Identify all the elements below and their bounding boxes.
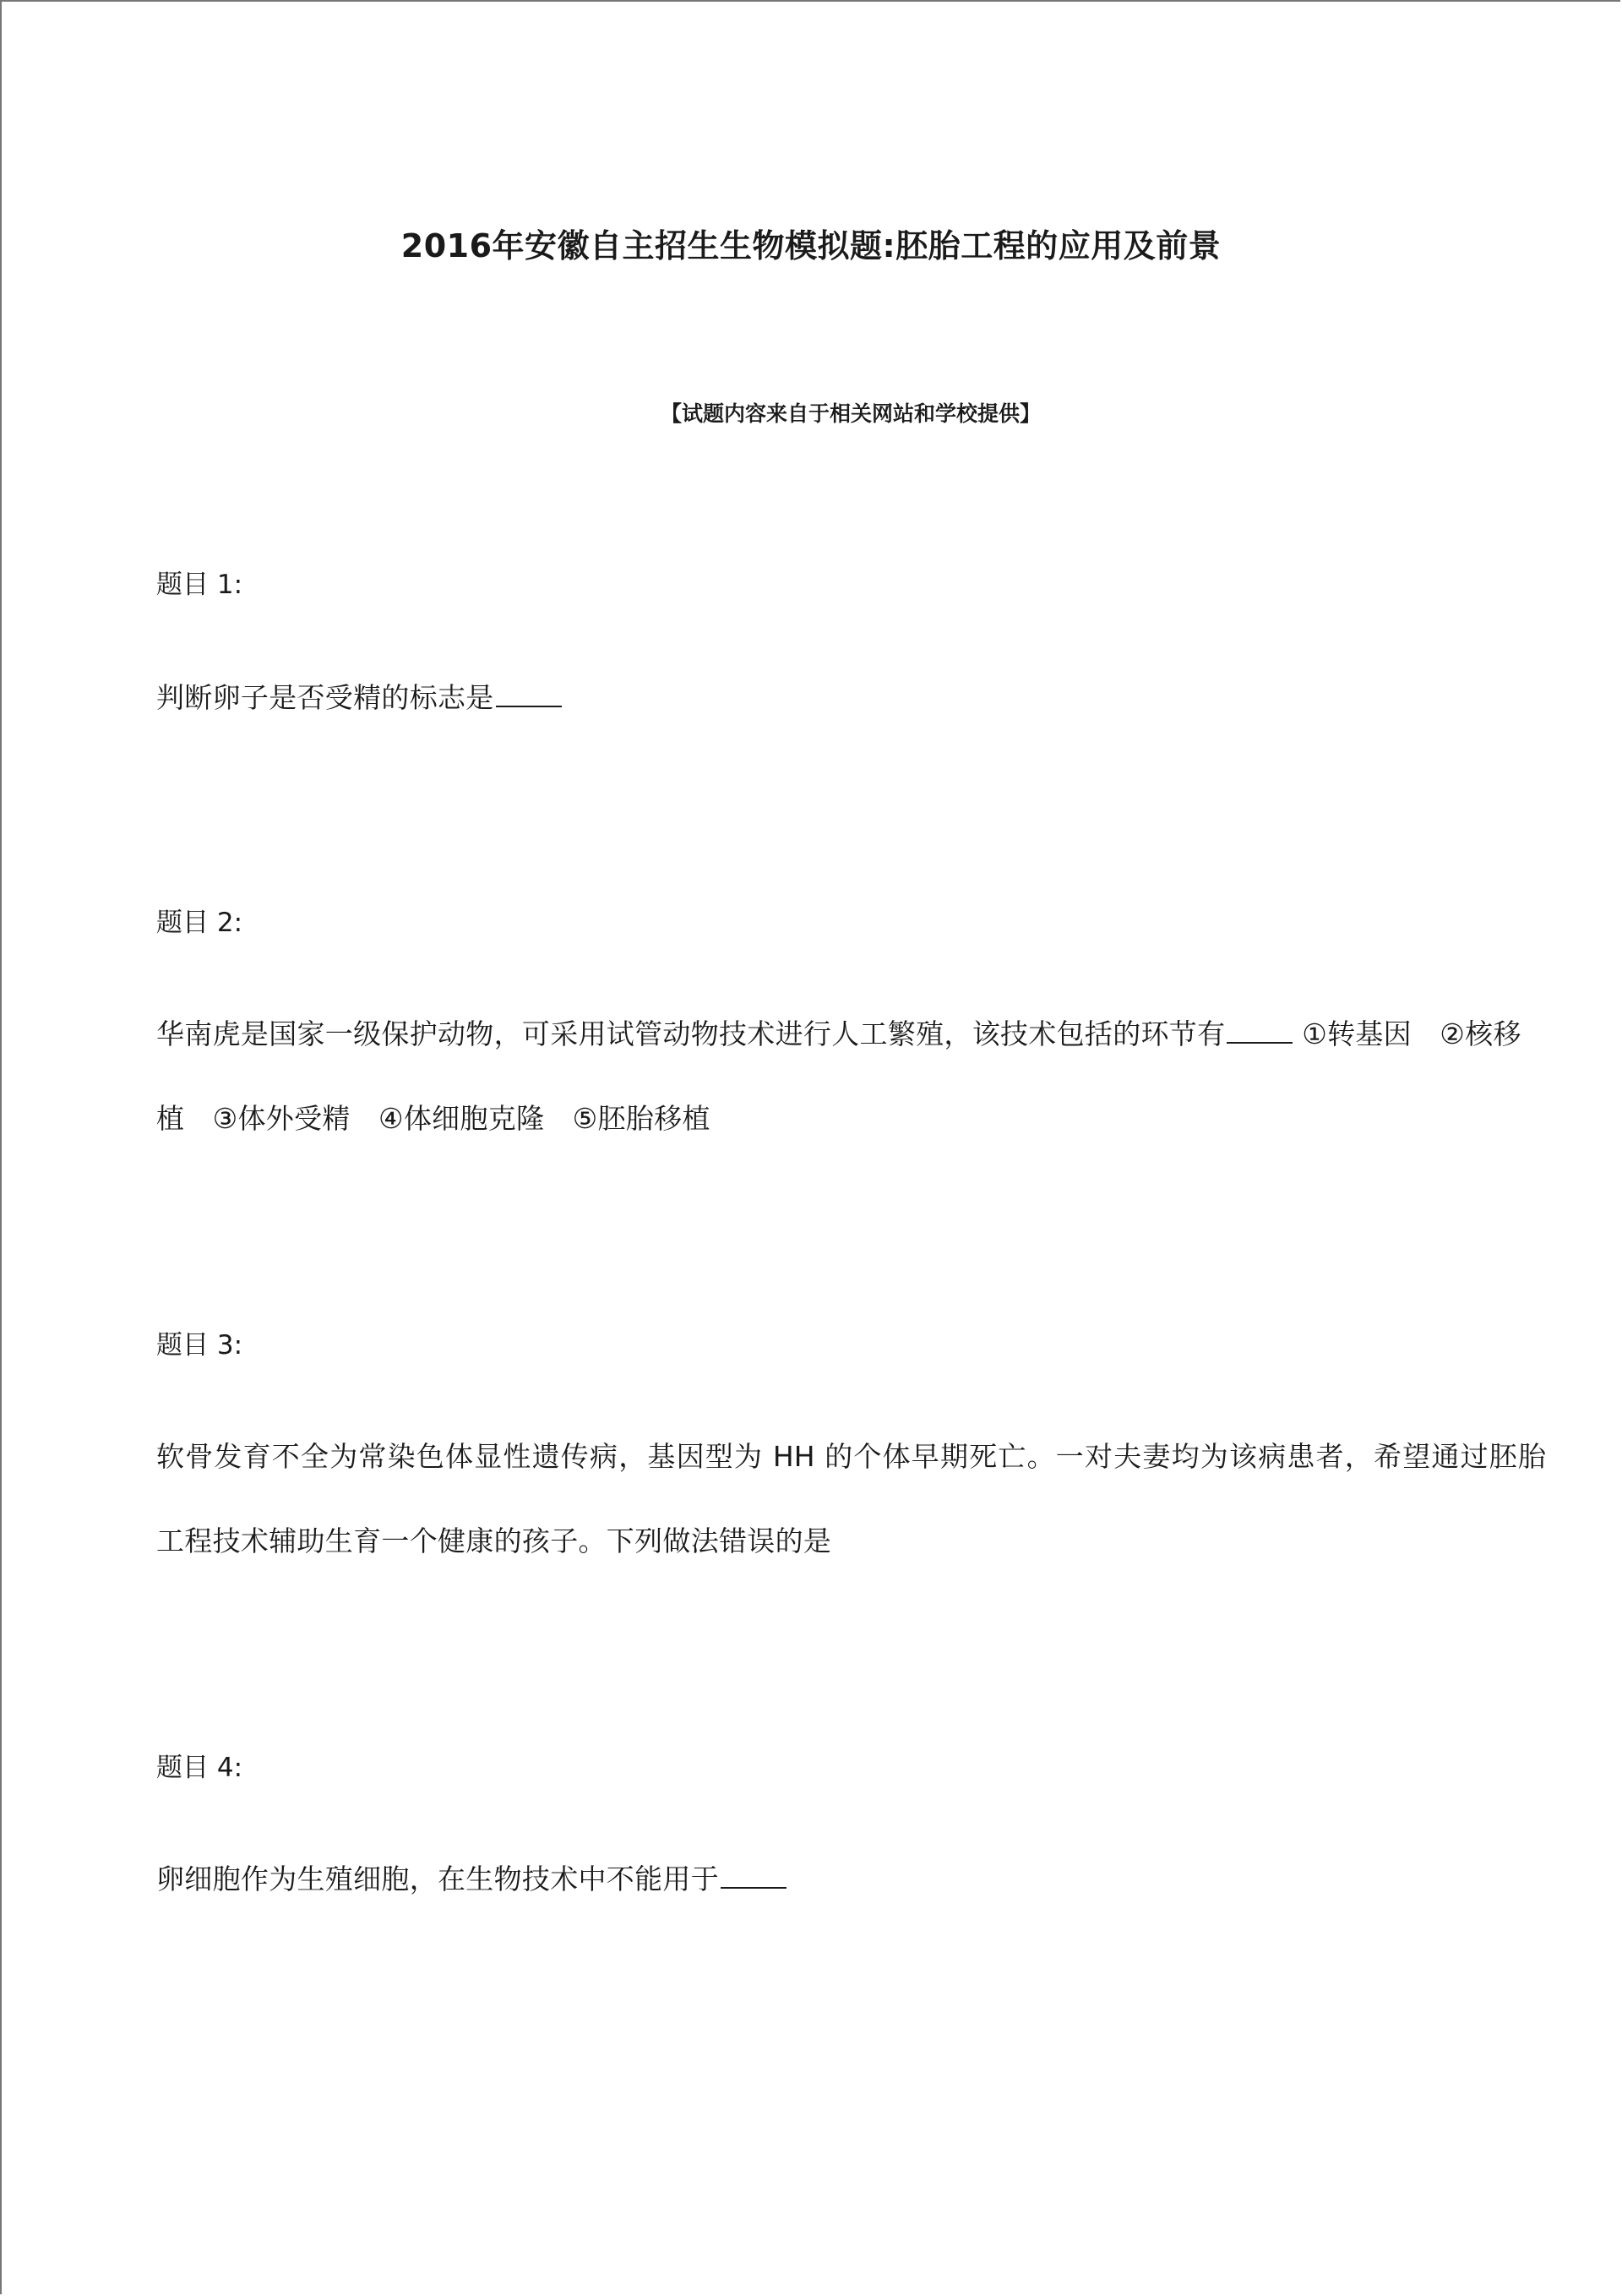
question-2-blank xyxy=(1227,1014,1293,1044)
question-2-line-1: 华南虎是国家一级保护动物，可采用试管动物技术进行人工繁殖，该技术包括的环节有 xyxy=(156,1017,1226,1050)
question-3-line-2: 工程技术辅助生育一个健康的孩子。下列做法错误的是 xyxy=(156,1524,832,1557)
document-title: 2016年安徽自主招生生物模拟题:胚胎工程的应用及前景 xyxy=(400,227,1222,265)
question-1-heading: 题目 1: xyxy=(156,570,243,600)
question-4-text xyxy=(156,1857,787,1897)
question-2-options-1: ①转基因 ②核移 xyxy=(1302,1017,1521,1050)
question-2-heading: 题目 2: xyxy=(156,908,243,938)
question-3-heading: 题目 3: xyxy=(156,1330,243,1361)
question-4-line-1: 卵细胞作为生殖细胞，在生物技术中不能用于 xyxy=(156,1862,719,1895)
question-3-line-1: 软骨发育不全为常染色体显性遗传病，基因型为 HH 的个体早期死亡。一对夫妻均为该病患者，希望通过胚胎 xyxy=(156,1440,1546,1473)
question-1-line-1: 判断卵子是否受精的标志是 xyxy=(156,681,494,714)
question-4-heading: 题目 4: xyxy=(156,1753,243,1783)
question-1-text xyxy=(156,676,562,716)
question-4-blank xyxy=(721,1859,787,1889)
question-2-text-line-2: 植 ③体外受精 ④体细胞克隆 ⑤胚胎移植 xyxy=(156,1102,710,1135)
document-subtitle: 【试题内容来自于相关网站和学校提供】 xyxy=(661,401,1042,426)
question-2-text-line-1 xyxy=(156,1012,1521,1052)
question-1-blank xyxy=(496,678,562,707)
